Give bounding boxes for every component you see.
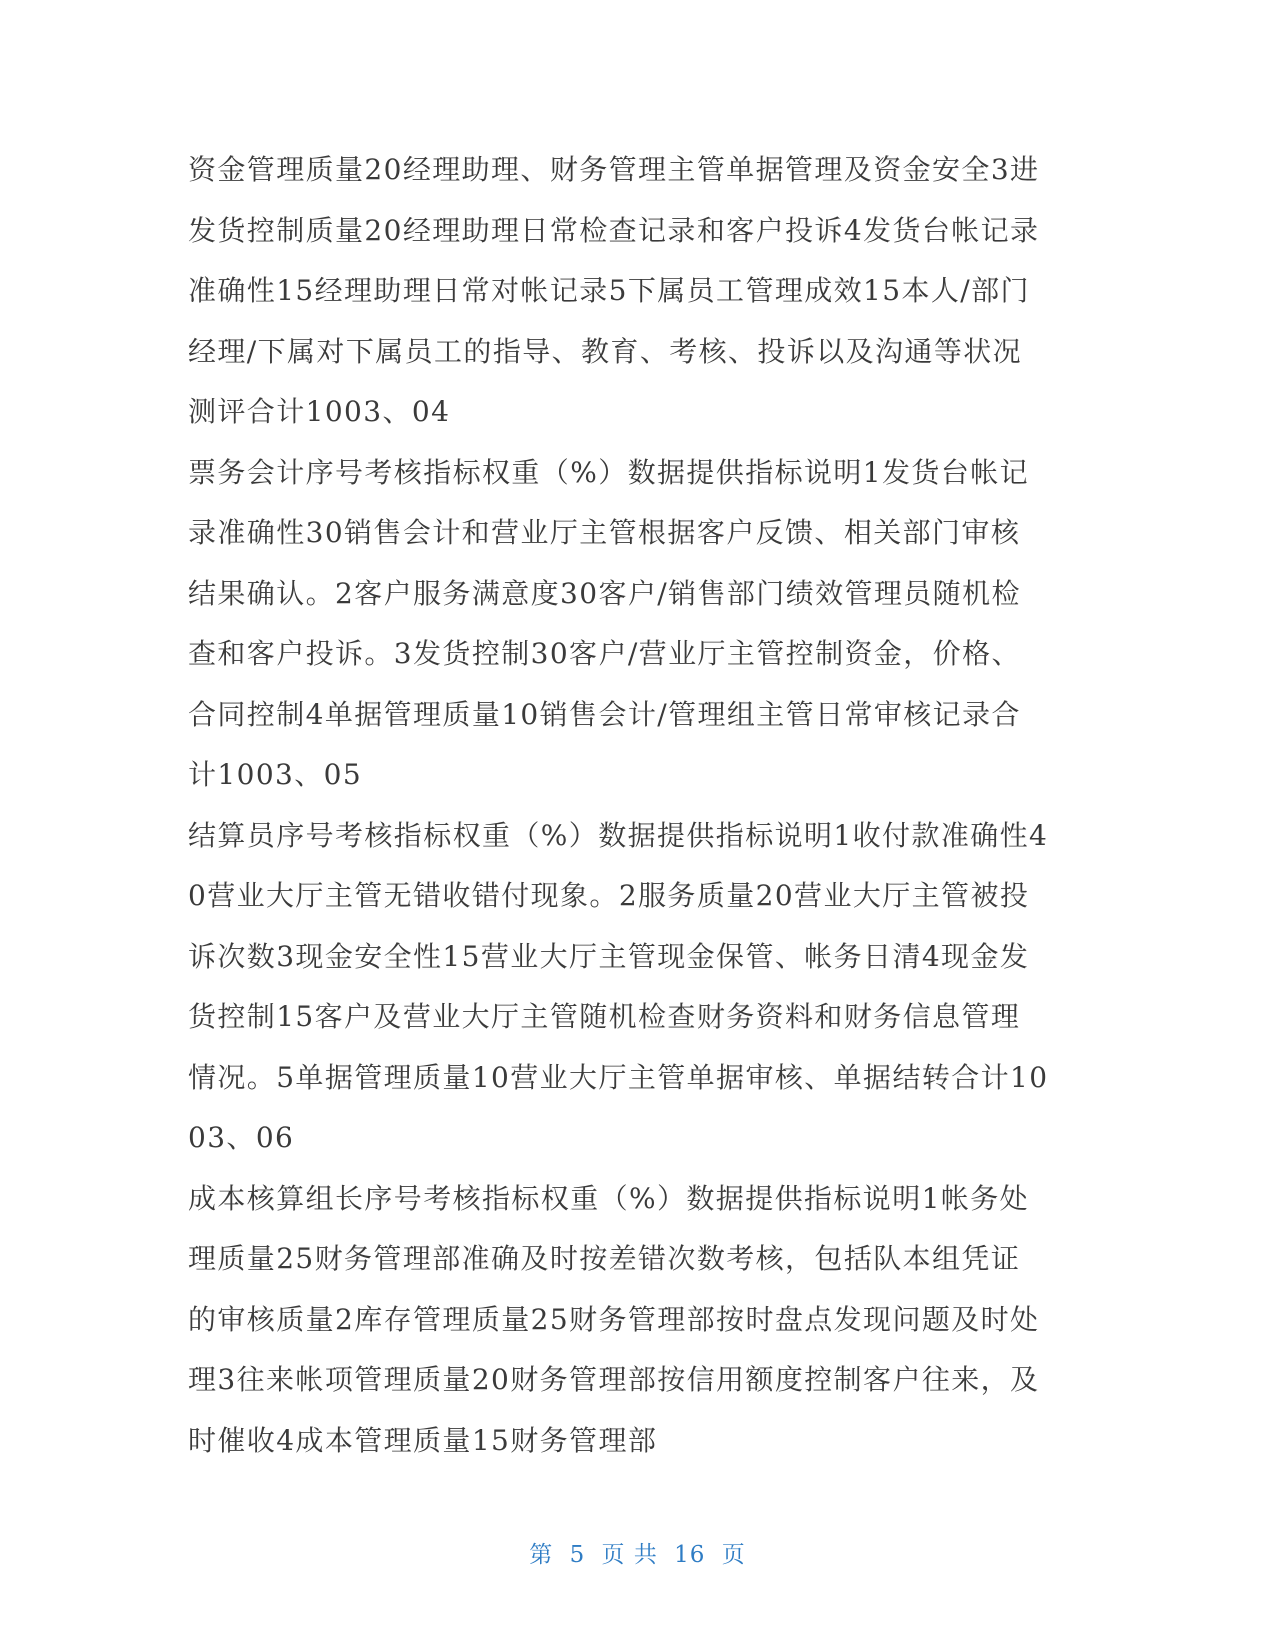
body-line: 时催收4成本管理质量15财务管理部 — [188, 1423, 658, 1457]
total-page-count: 16 — [674, 1542, 706, 1568]
body-line: 资金管理质量20经理助理、财务管理主管单据管理及资金安全3进 — [188, 153, 1040, 186]
footer-middle: 页 共 — [601, 1542, 658, 1568]
body-line: 合同控制4单据管理质量10销售会计/管理组主管日常审核记录合 — [188, 697, 1021, 731]
body-line: 成本核算组长序号考核指标权重（%）数据提供指标说明1帐务处 — [188, 1181, 1030, 1215]
body-line: 理3往来帐项管理质量20财务管理部按信用额度控制客户往来，及 — [188, 1363, 1040, 1396]
body-line: 结果确认。2客户服务满意度30客户/销售部门绩效管理员随机检 — [188, 576, 1021, 610]
body-line: 的审核质量2库存管理质量25财务管理部按时盘点发现问题及时处 — [188, 1302, 1040, 1336]
body-line: 经理/下属对下属员工的指导、教育、考核、投诉以及沟通等状况 — [188, 334, 1023, 368]
body-line: 情况。5单据管理质量10营业大厅主管单据审核、单据结转合计10 — [188, 1060, 1049, 1094]
body-line: 结算员序号考核指标权重（%）数据提供指标说明1收付款准确性4 — [188, 818, 1049, 852]
page-footer — [0, 1536, 1275, 1569]
body-line: 诉次数3现金安全性15营业大厅主管现金保管、帐务日清4现金发 — [188, 939, 1030, 973]
body-line: 测评合计1003、04 — [188, 395, 451, 428]
footer-prefix: 第 — [529, 1542, 554, 1568]
body-line: 录准确性30销售会计和营业厅主管根据客户反馈、相关部门审核 — [188, 516, 1021, 549]
body-line: 查和客户投诉。3发货控制30客户/营业厅主管控制资金，价格、 — [188, 637, 1021, 670]
body-line: 发货控制质量20经理助理日常检查记录和客户投诉4发货台帐记录 — [188, 213, 1040, 247]
body-line: 理质量25财务管理部准确及时按差错次数考核，包括队本组凭证 — [188, 1242, 1021, 1275]
current-page-number: 5 — [569, 1542, 586, 1568]
body-line: 准确性15经理助理日常对帐记录5下属员工管理成效15本人/部门 — [188, 274, 1030, 307]
body-line: 03、06 — [188, 1121, 295, 1154]
body-line: 货控制15客户及营业大厅主管随机检查财务资料和财务信息管理 — [188, 1000, 1021, 1033]
footer-suffix: 页 — [721, 1542, 746, 1568]
body-line: 0营业大厅主管无错收错付现象。2服务质量20营业大厅主管被投 — [188, 879, 1030, 912]
body-line: 票务会计序号考核指标权重（%）数据提供指标说明1发货台帐记 — [188, 455, 1030, 489]
document-body — [188, 140, 1068, 1471]
body-line: 计1003、05 — [188, 758, 363, 791]
